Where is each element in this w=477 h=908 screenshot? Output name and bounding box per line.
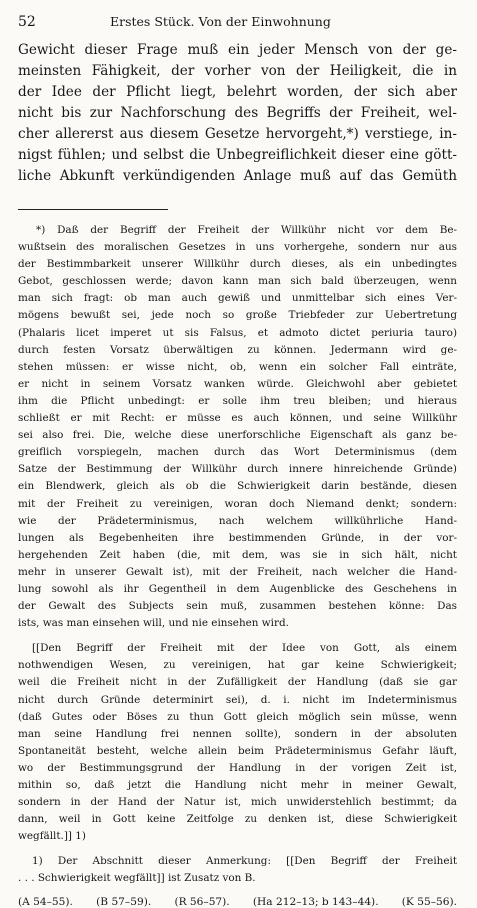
edition-ref: (Ha 212–13; b 143–44). — [252, 895, 379, 908]
footnote-line: (Phalaris licet imperet ut sis Falsus, et admoto dictet periuria tauro) — [18, 326, 457, 339]
page-header — [18, 14, 457, 36]
bracket-line: nothwendigen Wesen, zu vereinigen, hat gar keine Schwierigkeit; — [18, 659, 457, 672]
text-line: liche Abkunft verkündigenden Anlage muß auf das Gemüth — [18, 168, 457, 184]
footnote-line: der Bestimmbarkeit unserer Willkühr durch dieses, als ein unbedingtes — [18, 258, 457, 271]
edition-ref: (R 56–57). — [174, 895, 230, 908]
footnote-line: Satze der Bestimmung der Willkühr durch innere hinreichende Gründe) — [18, 463, 457, 476]
footnote-line: Gebot, geschlossen werde; davon kann man sich bald überzeugen, wenn — [18, 275, 457, 288]
text-line: cher allererst aus diesem Gesetze hervorgeht,*) verstiege, in- — [18, 126, 457, 142]
appendix-line: 1) Der Abschnitt dieser Anmerkung: [[Den Begriff der Freiheit — [32, 855, 457, 868]
edition-ref: (K 55–56). — [401, 895, 457, 908]
edition-ref: (B 57–59). — [96, 895, 152, 908]
footnote-line: man sich fragt: ob man auch gewiß und unmittelbar sich eines Ver- — [18, 292, 457, 305]
footnote-line: greiflich vorspiegeln, machen durch das Wort Determinismus (dem — [18, 446, 457, 459]
footnote-line: ihm die Pflicht unbedingt: er solle ihm treu bleiben; und hieraus — [18, 394, 457, 407]
bracket-line: (daß Gutes oder Böses zu thun Gott gleich möglich sein müsse, wenn — [18, 710, 457, 723]
bracket-line: mithin so, daß jetzt die Handlung nicht mehr in meiner Gewalt, — [18, 779, 457, 791]
footnote-line: wie der Prädeterminismus, nach welchem willkührliche Hand- — [18, 514, 457, 527]
bracket-line: wegfällt.]] 1) — [18, 830, 86, 843]
edition-references — [18, 896, 457, 908]
bracket-line: nicht durch Gründe determinirt sei), d. i. nicht im Indeterminismus — [18, 693, 457, 706]
bracket-line: man seine Handlung frei nennen sollte), sondern in der absoluten — [18, 727, 457, 740]
page-number: 52 — [18, 14, 36, 30]
bracket-line: weil die Freiheit nicht in der Zufälligkeit der Handlung (daß sie gar — [18, 676, 457, 689]
footnote-rule — [18, 209, 168, 210]
footnote-line: der Gewalt des Subjects sein muß, zusammen bestehen könne: Das — [18, 600, 457, 613]
footnote-line: lung sowohl als ihr Gegentheil in dem Augenblicke des Geschehens in — [18, 582, 457, 595]
paragraph-gap — [18, 845, 457, 853]
footnote-line: *) Daß der Begriff der Freiheit der Willkühr nicht vor dem Be- — [36, 224, 457, 236]
text-line: meinsten Fähigkeit, der vorher von der Heiligkeit, die in — [18, 63, 457, 79]
footnote-line: ists, was man einsehen will, und nie einsehen wird. — [18, 617, 289, 630]
appendix-line: . . . Schwierigkeit wegfällt]] ist Zusatz von B. — [18, 872, 256, 885]
footnote-line: mehr in unserer Gewalt ist), mit der Freiheit, nach welcher die Hand- — [18, 565, 457, 578]
bracket-line: Spontaneität besteht, welche allein beim Prädeterminismus Gefahr läuft, — [18, 744, 457, 757]
footnote-line: lungen als Begebenheiten ihre bestimmenden Gründe, in der vor- — [18, 531, 457, 544]
footnote-line: ein Blendwerk, gleich als ob die Schwierigkeit darin bestände, diesen — [18, 480, 457, 493]
footnote-line: wußtsein des moralischen Gesetzes in uns vorhergehe, sondern nur aus — [18, 241, 457, 254]
bracket-line: dann, weil in Gott keine Zeitfolge zu denken ist, diese Schwierigkeit — [18, 813, 457, 826]
footnote-line: schließt er mit Recht: er müsse es auch können, und seine Willkühr — [18, 412, 457, 425]
running-title: Erstes Stück. Von der Einwohnung — [110, 14, 331, 29]
main-text — [18, 40, 457, 187]
footnote-line: stehen müssen: er wisse nicht, ob, wenn ein solcher Fall einträte, — [18, 360, 457, 373]
text-line: nicht bis zur Nachforschung des Begriffs der Freiheit, wel- — [18, 105, 457, 121]
bracket-line: sondern in der Hand der Natur ist, mich unwiderstehlich bestimmt; da — [18, 796, 457, 809]
bracket-line: wo der Bestimmungsgrund der Handlung in der vorigen Zeit ist, — [18, 761, 457, 774]
footnote-line: mögens bewußt sei, jede noch so große Triebfeder zur Uebertretung — [18, 309, 457, 322]
footnote-line: mit der Freiheit zu vereinigen, woran doch Niemand denkt; sondern: — [18, 497, 457, 510]
text-line: der Idee der Pflicht liegt, belehrt worden, der sich aber — [18, 84, 457, 100]
footnote-line: durch festen Vorsatz überwältigen zu können. Jedermann wird ge- — [18, 343, 457, 356]
footnote-line: hergehenden Zeit haben (die, mit dem, was sie in sich hält, nicht — [18, 548, 457, 561]
paragraph-gap — [18, 632, 457, 640]
footnote-block — [18, 222, 457, 888]
text-line: nigst fühlen; und selbst die Unbegreiflichkeit dieser eine gött- — [18, 147, 457, 163]
footnote-line: er nicht in seinem Vorsatz wanken würde. Gleichwohl aber gebietet — [18, 377, 457, 390]
edition-ref: (A 54–55). — [18, 895, 73, 908]
text-line: Gewicht dieser Frage muß ein jeder Mensch von der ge- — [18, 42, 457, 58]
bracket-line: [[Den Begriff der Freiheit mit der Idee von Gott, als einem — [32, 642, 457, 655]
footnote-line: sei also frei. Die, welche diese unerforschliche Eigenschaft als ganz be- — [18, 429, 457, 442]
